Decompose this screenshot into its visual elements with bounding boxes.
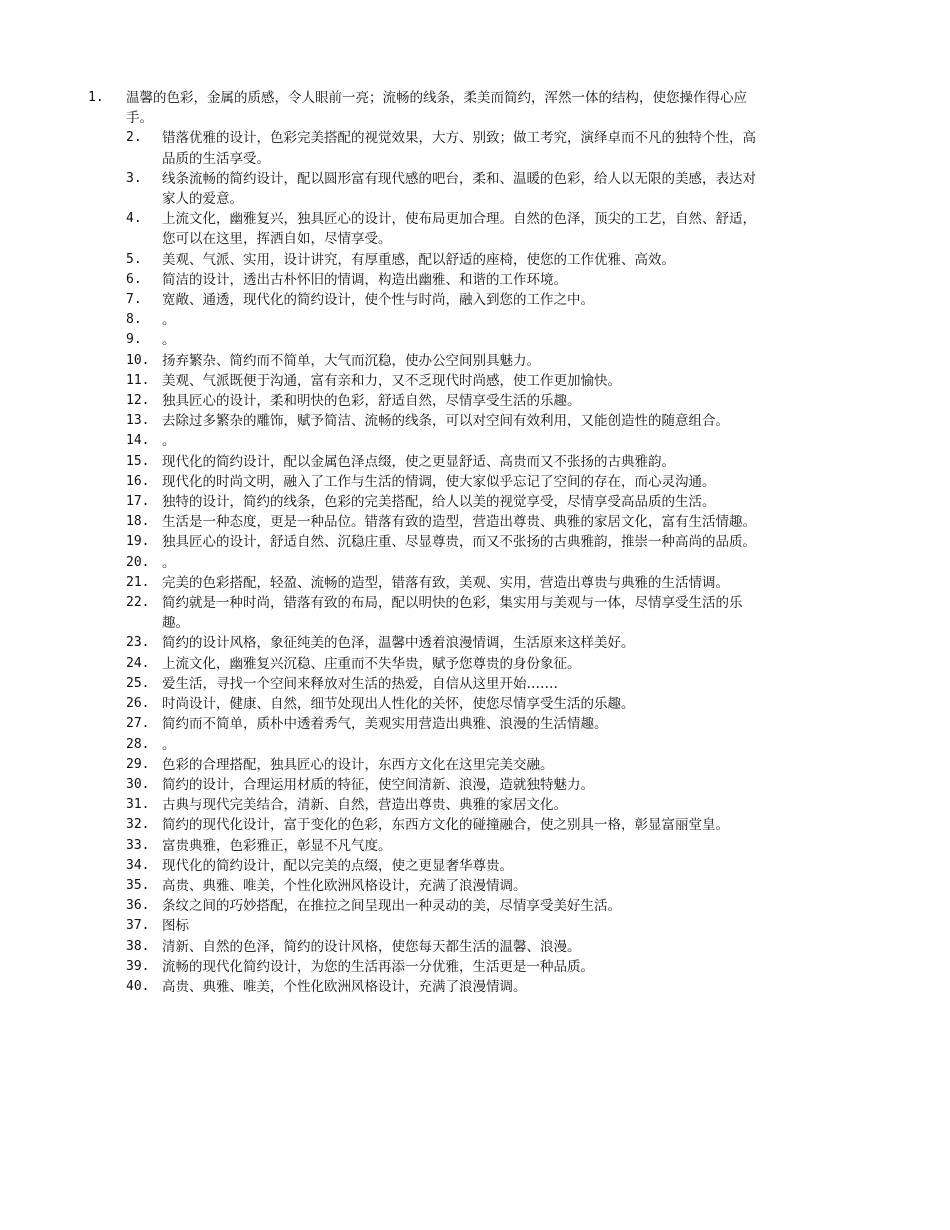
item-text: 宽敞、通透，现代化的简约设计，使个性与时尚，融入到您的工作之中。	[162, 292, 594, 309]
list-item	[88, 391, 768, 411]
item-text: 古典与现代完美结合，清新、自然，营造出尊贵、典雅的家居文化。	[162, 797, 567, 814]
list-item	[88, 88, 768, 128]
item-text: 流畅的现代化简约设计，为您的生活再添一分优雅，生活更是一种品质。	[162, 958, 594, 975]
item-number: 3.	[126, 170, 142, 186]
item-number: 20.	[126, 554, 150, 570]
item-number: 13.	[126, 413, 150, 429]
item-number: 35.	[126, 877, 150, 893]
item-text: 完美的色彩搭配，轻盈、流畅的造型，错落有致，美观、实用，营造出尊贵与典雅的生活情调。	[162, 574, 729, 591]
list-item	[88, 431, 768, 451]
item-number: 10.	[126, 352, 150, 368]
list-item	[88, 209, 768, 249]
list-item	[88, 654, 768, 674]
list-item	[88, 957, 768, 977]
item-number: 34.	[126, 857, 150, 873]
item-text: 线条流畅的简约设计，配以圆形富有现代感的吧台，柔和、温暖的色彩，给人以无限的美感，表达对家人的爱意。	[162, 170, 756, 208]
item-text: 生活是一种态度，更是一种品位。错落有致的造型，营造出尊贵、典雅的家居文化，富有生活情趣。	[162, 514, 756, 531]
item-text: 独具匠心的设计，柔和明快的色彩，舒适自然，尽情享受生活的乐趣。	[162, 393, 581, 410]
item-text: 现代化的简约设计，配以金属色泽点缀，使之更显舒适、高贵而又不张扬的古典雅韵。	[162, 453, 675, 470]
item-text: 图标	[162, 918, 189, 935]
item-text: 独具匠心的设计，舒适自然、沉稳庄重、尽显尊贵，而又不张扬的古典雅韵，推崇一种高尚的品质。	[162, 534, 756, 551]
item-text: 简约的设计风格，象征纯美的色泽，温馨中透着浪漫情调，生活原来这样美好。	[162, 635, 635, 652]
item-number: 40.	[126, 978, 150, 994]
list-item	[88, 573, 768, 593]
item-number: 26.	[126, 696, 150, 712]
list-item	[88, 411, 768, 431]
list-item	[88, 856, 768, 876]
item-number: 37.	[126, 918, 150, 934]
item-number: 21.	[126, 574, 150, 590]
item-number: 17.	[126, 494, 150, 510]
item-number: 24.	[126, 655, 150, 671]
document-body	[88, 88, 768, 997]
item-number: 12.	[126, 393, 150, 409]
item-number: 38.	[126, 938, 150, 954]
list-item	[88, 472, 768, 492]
item-text: 扬弃繁杂、简约而不简单，大气而沉稳，使办公空间别具魅力。	[162, 352, 540, 369]
item-number: 29.	[126, 756, 150, 772]
item-number: 6.	[126, 271, 142, 287]
list-item	[88, 775, 768, 795]
item-number: 15.	[126, 453, 150, 469]
item-text: 去除过多繁杂的雕饰，赋予简洁、流畅的线条，可以对空间有效利用，又能创造性的随意组合。	[162, 413, 729, 430]
list-item	[88, 937, 768, 957]
list-item	[88, 310, 768, 330]
item-text: 美观、气派既便于沟通，富有亲和力，又不乏现代时尚感，使工作更加愉快。	[162, 372, 621, 389]
list-item	[88, 452, 768, 472]
item-number: 16.	[126, 473, 150, 489]
list-item	[88, 128, 768, 168]
item-text: 美观、气派、实用，设计讲究，有厚重感，配以舒适的座椅，使您的工作优雅、高效。	[162, 251, 675, 268]
item-number: 19.	[126, 534, 150, 550]
list-item	[88, 735, 768, 755]
item-number: 11.	[126, 372, 150, 388]
item-text: 独特的设计，简约的线条，色彩的完美搭配，给人以美的视觉享受，尽情享受高品质的生活。	[162, 494, 716, 511]
item-number: 9.	[126, 332, 142, 348]
item-text: 简约的设计，合理运用材质的特征，使空间清新、浪漫，造就独特魅力。	[162, 776, 594, 793]
list-item	[88, 330, 768, 350]
item-text: 简洁的设计，透出古朴怀旧的情调，构造出幽雅、和谐的工作环境。	[162, 271, 567, 288]
list-item	[88, 916, 768, 936]
list-item	[88, 532, 768, 552]
item-text: 。	[162, 312, 176, 329]
item-number: 22.	[126, 595, 150, 611]
item-number: 32.	[126, 817, 150, 833]
item-text: 上流文化，幽雅复兴沉稳、庄重而不失华贵，赋予您尊贵的身份象征。	[162, 655, 581, 672]
item-text: 简约的现代化设计，富于变化的色彩，东西方文化的碰撞融合，使之别具一格，彰显富丽堂皇。	[162, 817, 729, 834]
item-text: 上流文化，幽雅复兴，独具匠心的设计，使布局更加合理。自然的色泽，顶尖的工艺，自然、舒适，您可以在这里，挥洒自如，尽情享受。	[162, 211, 756, 248]
item-number: 36.	[126, 898, 150, 914]
item-text: 高贵、典雅、唯美，个性化欧洲风格设计，充满了浪漫情调。	[162, 978, 527, 995]
item-number: 30.	[126, 776, 150, 792]
item-number: 27.	[126, 716, 150, 732]
item-number: 2.	[126, 130, 142, 146]
list-item	[88, 674, 768, 694]
item-text: 简约就是一种时尚，错落有致的布局，配以明快的色彩，集实用与美观与一体，尽情享受生活的乐趣。	[162, 595, 743, 632]
item-number: 25.	[126, 675, 150, 691]
list-item	[88, 896, 768, 916]
item-text: 。	[162, 736, 176, 753]
list-item	[88, 270, 768, 290]
list-item	[88, 169, 768, 209]
list-item	[88, 795, 768, 815]
list-item	[88, 593, 768, 633]
list-item	[88, 633, 768, 653]
item-number: 39.	[126, 958, 150, 974]
list-item	[88, 755, 768, 775]
item-text: 。	[162, 554, 176, 571]
item-number: 4.	[126, 211, 142, 227]
item-number: 7.	[126, 292, 142, 308]
item-text: 清新、自然的色泽，简约的设计风格，使您每天都生活的温馨、浪漫。	[162, 938, 581, 955]
list-item	[88, 694, 768, 714]
item-text: 高贵、典雅、唯美，个性化欧洲风格设计，充满了浪漫情调。	[162, 877, 527, 894]
item-text: 时尚设计，健康、自然，细节处现出人性化的关怀，使您尽情享受生活的乐趣。	[162, 696, 635, 713]
item-number: 1.	[88, 90, 104, 105]
list-item	[88, 351, 768, 371]
list-item	[88, 977, 768, 997]
item-text: 。	[162, 433, 176, 450]
item-text: 色彩的合理搭配，独具匠心的设计，东西方文化在这里完美交融。	[162, 756, 554, 773]
item-number: 23.	[126, 635, 150, 651]
item-text: 条纹之间的巧妙搭配，在推拉之间呈现出一种灵动的美，尽情享受美好生活。	[162, 898, 621, 915]
list-item	[88, 836, 768, 856]
item-text: 错落优雅的设计，色彩完美搭配的视觉效果，大方、别致；做工考究，演绎卓而不凡的独特个性，高品质的生活享受。	[162, 130, 756, 167]
list-item	[88, 815, 768, 835]
item-number: 33.	[126, 837, 150, 853]
item-text: 现代化的简约设计，配以完美的点缀，使之更显奢华尊贵。	[162, 857, 513, 874]
list-item	[88, 492, 768, 512]
item-number: 18.	[126, 514, 150, 530]
list-item	[88, 512, 768, 532]
item-number: 31.	[126, 797, 150, 813]
item-text: 简约而不简单，质朴中透着秀气，美观实用营造出典雅、浪漫的生活情趣。	[162, 716, 608, 733]
item-text: 温馨的色彩，金属的质感，令人眼前一亮；流畅的线条，柔美而简约，浑然一体的结构，使您操作得心应手。	[126, 90, 747, 127]
list-item	[88, 371, 768, 391]
list-item	[88, 876, 768, 896]
item-text: 爱生活，寻找一个空间来释放对生活的热爱，自信从这里开始…….	[162, 675, 558, 692]
item-number: 8.	[126, 312, 142, 328]
item-text: 现代化的时尚文明，融入了工作与生活的情调，使大家似乎忘记了空间的存在，而心灵沟通。	[162, 473, 716, 490]
item-text: 富贵典雅，色彩雅正，彰显不凡气度。	[162, 837, 392, 854]
list-item	[88, 714, 768, 734]
list-item	[88, 250, 768, 270]
item-number: 5.	[126, 251, 142, 267]
list-item	[88, 290, 768, 310]
item-number: 28.	[126, 736, 150, 752]
item-number: 14.	[126, 433, 150, 449]
list-item	[88, 553, 768, 573]
item-text: 。	[162, 332, 176, 349]
